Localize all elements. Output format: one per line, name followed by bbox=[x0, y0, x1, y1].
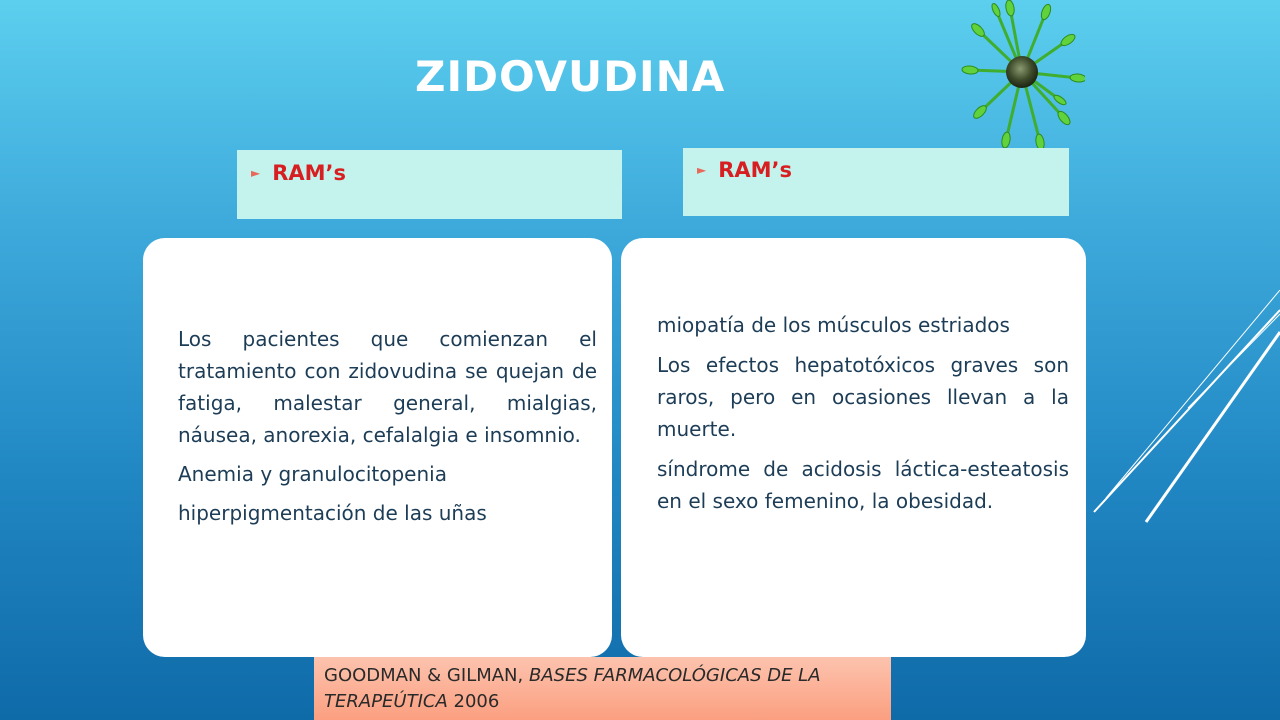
right-paragraph-2: Los efectos hepatotóxicos graves son raros, pero en ocasiones llevan a la muerte. bbox=[657, 353, 1069, 441]
left-header-box bbox=[237, 150, 622, 219]
right-header-box bbox=[683, 148, 1069, 216]
diagonal-lines-decoration bbox=[1080, 290, 1280, 540]
right-paragraph-3: síndrome de acidosis láctica-esteatosis en el sexo femenino, la obesidad. bbox=[657, 457, 1069, 513]
bullet-arrow-icon: ► bbox=[251, 166, 261, 180]
citation-book: BASES FARMACOLÓGICAS DE LA TERAPEÚTICA bbox=[324, 665, 821, 712]
slide-title: ZIDOVUDINA bbox=[415, 52, 726, 101]
left-paragraph-2: Anemia y granulocitopenia bbox=[178, 462, 447, 486]
left-header-label: RAM’s bbox=[272, 161, 347, 185]
virus-icon bbox=[960, 0, 1085, 160]
left-paragraph-1: Los pacientes que comienzan el tratamiento con zidovudina se quejan de fatiga, malestar general, mialgias, náusea, anorexia, cefalalgia e insomnio. bbox=[178, 327, 597, 447]
right-paragraph-1: miopatía de los músculos estriados bbox=[657, 313, 1010, 337]
citation-year: 2006 bbox=[447, 691, 500, 712]
citation-box bbox=[314, 657, 891, 720]
left-paragraph-3: hiperpigmentación de las uñas bbox=[178, 501, 487, 525]
right-content-card bbox=[621, 238, 1086, 657]
right-header-label: RAM’s bbox=[718, 158, 793, 182]
bullet-arrow-icon: ► bbox=[697, 163, 707, 177]
left-content-card bbox=[143, 238, 612, 657]
citation-author: GOODMAN & GILMAN, bbox=[324, 665, 529, 686]
